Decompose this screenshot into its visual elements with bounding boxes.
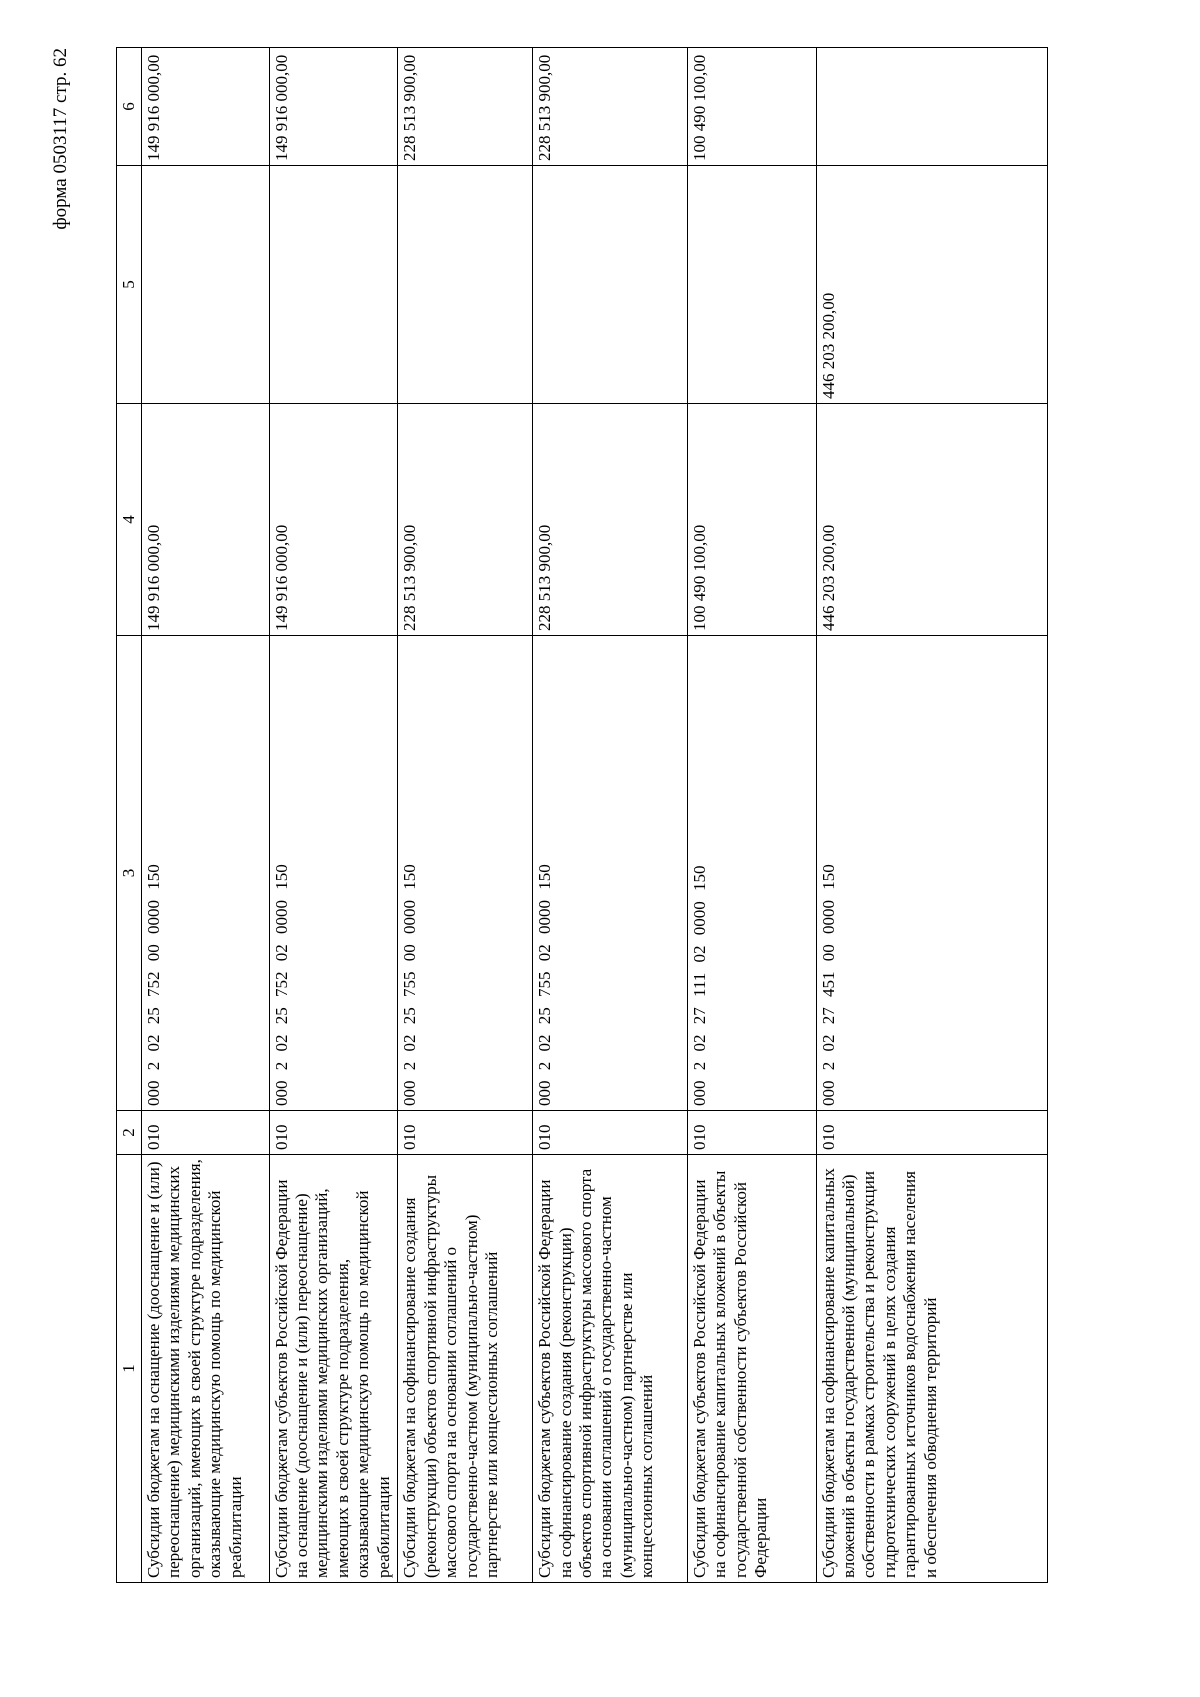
income-code: 000 2 02 25 755 00 0000 150	[398, 636, 533, 1111]
table-row	[142, 48, 270, 1583]
approved-amount: 228 513 900,00	[533, 404, 688, 636]
approved-amount: 228 513 900,00	[398, 404, 533, 636]
income-code: 000 2 02 25 752 00 0000 150	[142, 636, 270, 1111]
income-table	[116, 47, 1048, 1583]
executed-amount: 446 203 200,00	[816, 166, 1047, 404]
report-sheet	[116, 48, 1048, 1583]
approved-amount: 446 203 200,00	[816, 404, 1047, 636]
table-row	[816, 48, 1047, 1583]
row-name: Субсидии бюджетам на софинансирование создания (реконструкции) объектов спортивной инфраструктуры массового спорта на основании соглашений о государственно-частном (муниципально-частном) партнерстве или концессионных соглашений	[398, 1155, 533, 1583]
line-code: 010	[816, 1111, 1047, 1155]
row-name: Субсидии бюджетам субъектов Российской Федерации на софинансирование создания (реконструкции) объектов спортивной инфраструктуры массового спорта на основании соглашений о государственно-частном (муниципально-частном) партнерстве или концессионных соглашений	[533, 1155, 688, 1583]
line-code: 010	[142, 1111, 270, 1155]
unexecuted-amount: 149 916 000,00	[269, 48, 398, 166]
table-row	[533, 48, 688, 1583]
executed-amount	[269, 166, 398, 404]
income-code: 000 2 02 27 451 00 0000 150	[816, 636, 1047, 1111]
row-name: Субсидии бюджетам субъектов Российской Федерации на софинансирование капитальных вложений в объекты государственной собственности субъектов Российской Федерации	[687, 1155, 816, 1583]
income-code: 000 2 02 25 752 02 0000 150	[269, 636, 398, 1111]
line-code: 010	[687, 1111, 816, 1155]
unexecuted-amount: 100 490 100,00	[687, 48, 816, 166]
approved-amount: 149 916 000,00	[142, 404, 270, 636]
table-row	[269, 48, 398, 1583]
executed-amount	[142, 166, 270, 404]
income-code: 000 2 02 25 755 02 0000 150	[533, 636, 688, 1111]
unexecuted-amount: 228 513 900,00	[533, 48, 688, 166]
unexecuted-amount: 228 513 900,00	[398, 48, 533, 166]
column-header: 1	[117, 1155, 142, 1583]
column-header: 2	[117, 1111, 142, 1155]
approved-amount: 149 916 000,00	[269, 404, 398, 636]
unexecuted-amount	[816, 48, 1047, 166]
line-code: 010	[533, 1111, 688, 1155]
column-header: 4	[117, 404, 142, 636]
executed-amount	[398, 166, 533, 404]
column-header: 5	[117, 166, 142, 404]
unexecuted-amount: 149 916 000,00	[142, 48, 270, 166]
approved-amount: 100 490 100,00	[687, 404, 816, 636]
table-row	[687, 48, 816, 1583]
row-name: Субсидии бюджетам на софинансирование капитальных вложений в объекты государственной (муниципальной) собственности в рамках строительства и реконструкции гидротехнических сооружений в целях создания гарантированных источников водоснабжения населения и обеспечения обводнения территорий	[816, 1155, 1047, 1583]
column-header: 3	[117, 636, 142, 1111]
executed-amount	[533, 166, 688, 404]
row-name: Субсидии бюджетам субъектов Российской Федерации на оснащение (дооснащение и (или) переоснащение) медицинскими изделиями медицинских организаций, имеющих в своей структуре подразделения, оказывающие медицинскую помощь по медицинской реабилитации	[269, 1155, 398, 1583]
table-row	[398, 48, 533, 1583]
line-code: 010	[398, 1111, 533, 1155]
executed-amount	[687, 166, 816, 404]
line-code: 010	[269, 1111, 398, 1155]
form-page-label: форма 0503117 стр. 62	[50, 48, 71, 230]
row-name: Субсидии бюджетам на оснащение (дооснащение и (или) переоснащение) медицинскими изделиями медицинских организаций, имеющих в своей структуре подразделения, оказывающие медицинскую помощь по медицинской реабилитации	[142, 1155, 270, 1583]
column-header: 6	[117, 48, 142, 166]
header-row	[117, 48, 142, 1583]
income-code: 000 2 02 27 111 02 0000 150	[687, 636, 816, 1111]
